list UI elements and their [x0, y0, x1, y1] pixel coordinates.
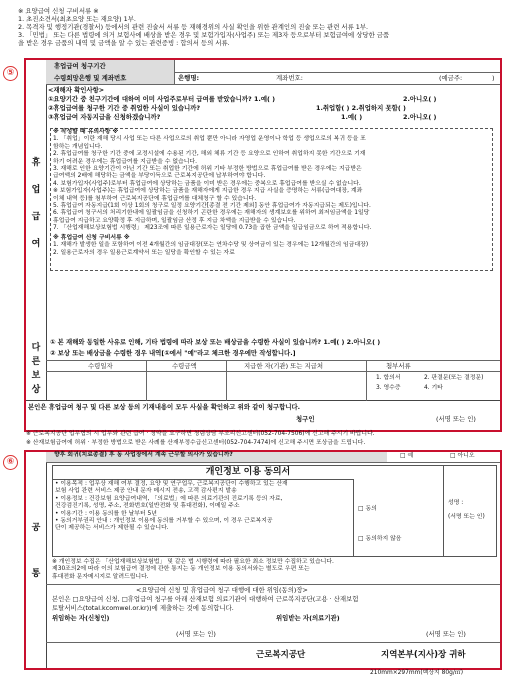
recipient: 근로복지공단	[256, 650, 306, 660]
return-to-work-no[interactable]: □ 아니오	[450, 453, 475, 459]
question-prior-payment-no[interactable]: 2.아니오( )	[403, 95, 437, 103]
privacy-row: • 이용정보 : 건강보험 요양급여내역, 「의료법」에 따른 의료기관의 진료기록 등의 자료,	[55, 495, 283, 502]
guide-line: 7. 「산업재해보상보험법 시행령」 제23조에 따른 일용근로자는 일당에 0.73을 곱한 금액을 일급임금으로 하여 적용합니다.	[53, 225, 372, 232]
delegator-sign[interactable]: (서명 또는 인)	[176, 630, 216, 638]
other-comp-q2: ② 보상 또는 배상금을 수령한 경우 내역[①에서 "예"라고 체크한 경우에만 작성합니다.]	[50, 349, 296, 357]
docs-line: 2. 일용근로자의 경우 일용근로계약서 또는 일당을 확인할 수 있는 자료	[53, 249, 235, 256]
col-received-date: 수령일자	[88, 362, 113, 370]
top-note-item: 3. 「민법」 또는 다른 법령에 의거 보험사에 배상을 받은 경우 및 보험가입자(사업주) 또는 제3자 등으로부터 보험급여에 상당한 금품	[18, 31, 390, 39]
side-char: 보	[31, 371, 41, 381]
return-to-work-yes[interactable]: □ 예	[400, 453, 414, 459]
guide-title: ※ 작성할 때 유의사항 ※	[53, 129, 119, 135]
section6-marker: ⑥	[3, 455, 18, 470]
privacy-notice: 휴대전화 문자메시지로 알려드립니다.	[52, 573, 149, 580]
guide-line: ※ 보험가입자(사업주)는 휴업급여에 상당하는 금품을 재해자에게 지급한 경우 지급 사실을 증명하는 서류(급여대장, 계좌	[53, 188, 363, 195]
question-employment-options[interactable]: 1.취업함( ) 2.취업하지 못함( )	[316, 104, 406, 112]
privacy-row: 단이 제공하는 서비스가 제한될 수 있습니다.	[55, 525, 169, 532]
top-note-item: 을 받은 경우 금품의 내역 및 금액을 알 수 있는 관련증빙 : 합의서 등의 서류.	[18, 39, 230, 47]
guide-line: 1. 「취업」이란 재해 당시 사업 또는 다른 사업으로의 취업 뿐만 아니라 자영업 운영이나 학업 등 생업으로의 복귀 등을 포	[53, 136, 366, 143]
guide-line: 급여액의 2배에 해당하는 금액을 부당이득으로 근로복지공단에 납부하여야 합니다.	[53, 173, 266, 180]
section6-side	[26, 452, 47, 668]
attach-option[interactable]: 2. 판결문(또는 결정문)	[424, 375, 484, 381]
question-auto-pay: ③휴업급여 자동지급을 신청하겠습니까?	[48, 113, 161, 121]
question-auto-pay-yes[interactable]: 1.예( )	[341, 113, 363, 121]
bank-name-label: 은행명:	[178, 74, 200, 82]
section5-side	[26, 60, 47, 337]
section5-box	[24, 58, 502, 432]
account-holder-label: (예금주:	[439, 74, 463, 82]
side-char: 휴	[31, 158, 41, 168]
guide-line: 5. 휴업급여 자동지급(1회 이상 1회의 청구로 일정 요양기간[종결 전 기간 제외] 동안 휴업급여가 자동지급되는 제도)입니다.	[53, 203, 371, 210]
side-char: 다	[31, 343, 41, 353]
privacy-sign-box	[444, 465, 497, 557]
delegation-title: <요양급여 신청 및 휴업급여 청구 대행에 대한 위임(동의)장>	[136, 586, 308, 594]
side-char: 공	[31, 523, 41, 533]
guide-line: 6. 휴업급여 청구서의 처리기한내에 일괄임금을 신청하기 곤란한 경우에는 재해자의 생계보호를 위하여 최저임금액을 1일당	[53, 210, 370, 217]
guide-box	[50, 128, 493, 271]
leave-benefit-period-field[interactable]	[175, 60, 500, 72]
agree-checkbox[interactable]: □ 동의	[358, 506, 377, 512]
privacy-title: 개인정보 이용 동의서	[205, 467, 291, 477]
delegator-label: 위임하는 자(신청인)	[52, 614, 110, 622]
question-employment: ②휴업급여를 청구한 기간 중 취업한 사실이 있습니까?	[48, 104, 201, 112]
col-payer: 지급한 자(기관) 또는 지급처	[244, 362, 323, 370]
guide-line: 4. 보험가입자(사업주)로부터 휴업급여에 상당하는 금품을 이미 받은 경우에는 중복으로 휴업급여를 받으실 수 없습니다.	[53, 180, 361, 187]
bank-name-field[interactable]	[206, 73, 271, 83]
return-to-work-no-label: 아니오	[457, 453, 475, 459]
attach-option[interactable]: 3. 영수증	[376, 385, 401, 391]
guide-line: 하기 어려운 경우에는 휴업급여를 지급받을 수 없습니다.	[53, 158, 197, 165]
claimant-sign[interactable]: (서명 또는 인)	[436, 415, 476, 423]
privacy-notice: ※ 개인정보 수집은 「산업재해보상보험법」 및 같은 법 시행령에 따라 필요한 최소 정보만 수집하고 있습니다.	[52, 559, 334, 565]
disagree-label: 동의하지 않음	[365, 536, 402, 542]
question-auto-pay-no[interactable]: 2.아니오( )	[403, 113, 437, 121]
docs-line: 1. 재해가 발생한 일을 포함하여 이전 4개월간의 임금대장(또는 연차수당 및 상여금이 있는 경우에는 12개월간의 임금대장)	[53, 242, 369, 249]
side-char: 상	[31, 385, 41, 395]
top-note-item: 1. 초진소견서(최초요양 또는 재요양) 1부.	[18, 15, 136, 23]
disagree-checkbox[interactable]: □ 동의하지 않음	[358, 536, 402, 542]
top-notes	[18, 7, 493, 47]
delegation-text: 토탈서비스(total.kcomwel.or.kr))에 제출하는 것에 동의합니다.	[52, 604, 234, 612]
guide-line: 2. 휴업급여를 청구한 기간 중에 교정시설에 수용된 기간, 해외 체류 기간 등 요양으로 인하여 취업하지 못한 기간으로 기재	[53, 151, 366, 158]
agree-label: 동의	[365, 506, 377, 512]
other-comp-side	[26, 336, 47, 400]
docs-title: ※ 휴업급여 신청 구비서류 ※	[53, 234, 130, 241]
guide-line: 휴업급여 지급하고 요양확정 후 지급하며, 일괄임금 산정 후 지급 차액을 지급받을 수 있습니다.	[53, 217, 296, 224]
privacy-row: 건강검진기록, 성명, 주소, 전화번호(일반전화 및 휴대전화), 이메일 주소	[55, 503, 240, 510]
side-char: 급	[31, 212, 41, 222]
guide-line: 3. 재해로 인한 요양기간이 아닌 기간 또는 취업한 기간에 허위 기타 부정한 방법으로 휴업급여를 받은 경우에는 지급받은	[53, 166, 362, 173]
question-prior-payment: ①요양기간 중 친구기간에 대하여 이미 사업주로부터 급여를 받았습니까? 1.예( )	[48, 95, 276, 103]
delegatee-label: 위임받는 자(의료기관)	[276, 614, 340, 622]
privacy-row: 보험 사업 관련 서비스 제공 안내 문자 메시지 전송, 고객 감사편지 발송	[55, 488, 237, 495]
privacy-consent-box	[52, 465, 444, 557]
top-notes-title: ※ 요양급여 신청 구비서류 ※	[18, 7, 99, 15]
side-char: 여	[31, 239, 41, 249]
privacy-sign[interactable]: (서명 또는 인)	[448, 514, 485, 520]
fraud-report-note: ※ 산재보험급여에 허위 · 부정한 방법으로 받은 사례를 산재부정수급신고센터(052-704-7474)에 신고해 주시면 포상금을 드립니다.	[26, 440, 366, 446]
side-char: 통	[31, 569, 41, 579]
return-to-work-yes-label: 예	[407, 453, 414, 459]
privacy-row: • 동의거부권리 안내 : 개인정보 이용에 동의를 거부할 수 있으며, 이 경우 근로복지공	[55, 518, 273, 525]
other-comp-q1[interactable]: ① 본 재해와 동일한 사유로 인해, 기타 법령에 따라 보상 또는 배상금을 수령한 사실이 있습니까? 1.예( ) 2.아니오( )	[50, 338, 381, 346]
delegation-text: 본인은 □요양급여 신청, □휴업급여 청구를 아래 산재보험 의료기관이 대행하여 근로복지공단(고용 · 산재보험	[52, 595, 359, 603]
check-title: <재해자 확인사항>	[48, 86, 105, 94]
delegatee-sign[interactable]: (서명 또는 인)	[426, 630, 466, 638]
paper-spec: 210mm×297mm(백상지 80g/㎡)	[370, 670, 464, 676]
claimant-label: 청구인	[296, 415, 315, 423]
privacy-notice: 제30조의2에 따라 이의 보험급여 결정에 관한 통지는 동 개인정보 이용 동의서와는 별도로 우편 또는	[52, 566, 310, 573]
privacy-row: • 이용목적 : 업무상 재해 여부 결정, 요양 및 연구업무, 근로복지공단이 수행하고 있는 산재	[55, 481, 288, 487]
guide-line: 함하는 개념입니다.	[53, 143, 103, 150]
guide-line: 이체 내역 등)를 첨부하여 근로복지공단에 휴업급여를 대체청구 할 수 있습니다.	[53, 195, 257, 202]
declaration: 본인은 휴업급여 청구 및 다른 보상 등의 기재내용이 모두 사실을 확인하고 위와 같이 청구합니다.	[28, 403, 301, 411]
account-label: 수령희망은행 및 계좌번호	[46, 72, 175, 84]
account-number-label: 계좌번호:	[276, 74, 303, 82]
top-note-item: 2. 목격자 및 행정기관(경찰서) 등에서의 관련 진술서 서류 등 재해경위의 사실 확인을 위한 관계인의 진술 또는 관련 서류 1부.	[18, 23, 369, 31]
section5-marker: ⑤	[3, 66, 18, 81]
anti-corruption-note: ※ 근로복지공단 업무협의 시 업무와 관련 급여 · 청약을 요구하면 청렴상담 부조리신고센터(052-704-7506)에 신고해 주시기 바랍니다.	[26, 431, 375, 437]
recipient-branch: 지역본부(지사)장 귀하	[381, 650, 466, 660]
side-char: 업	[31, 185, 41, 195]
col-attachments: 첨부서류	[386, 362, 411, 370]
account-holder-close: )	[492, 74, 495, 82]
attach-option[interactable]: 1. 합의서	[376, 375, 401, 381]
section6-box	[24, 450, 502, 670]
privacy-sign-head: 성명 :	[448, 500, 464, 506]
side-char: 른	[31, 357, 41, 367]
privacy-row: • 이용기간 : 이용 동의를 한 날부터 5년	[55, 510, 157, 517]
col-received-amount: 수령금액	[172, 362, 197, 370]
return-to-work-question: 향후 회귀(치료종결) 후 동 사업장에서 계속 근무할 의사가 있습니까?	[46, 452, 387, 462]
account-number-field[interactable]	[316, 73, 416, 83]
attach-option[interactable]: 4. 기타	[424, 385, 443, 391]
leave-benefit-period-label: 휴업급여 청구기간	[46, 60, 175, 72]
